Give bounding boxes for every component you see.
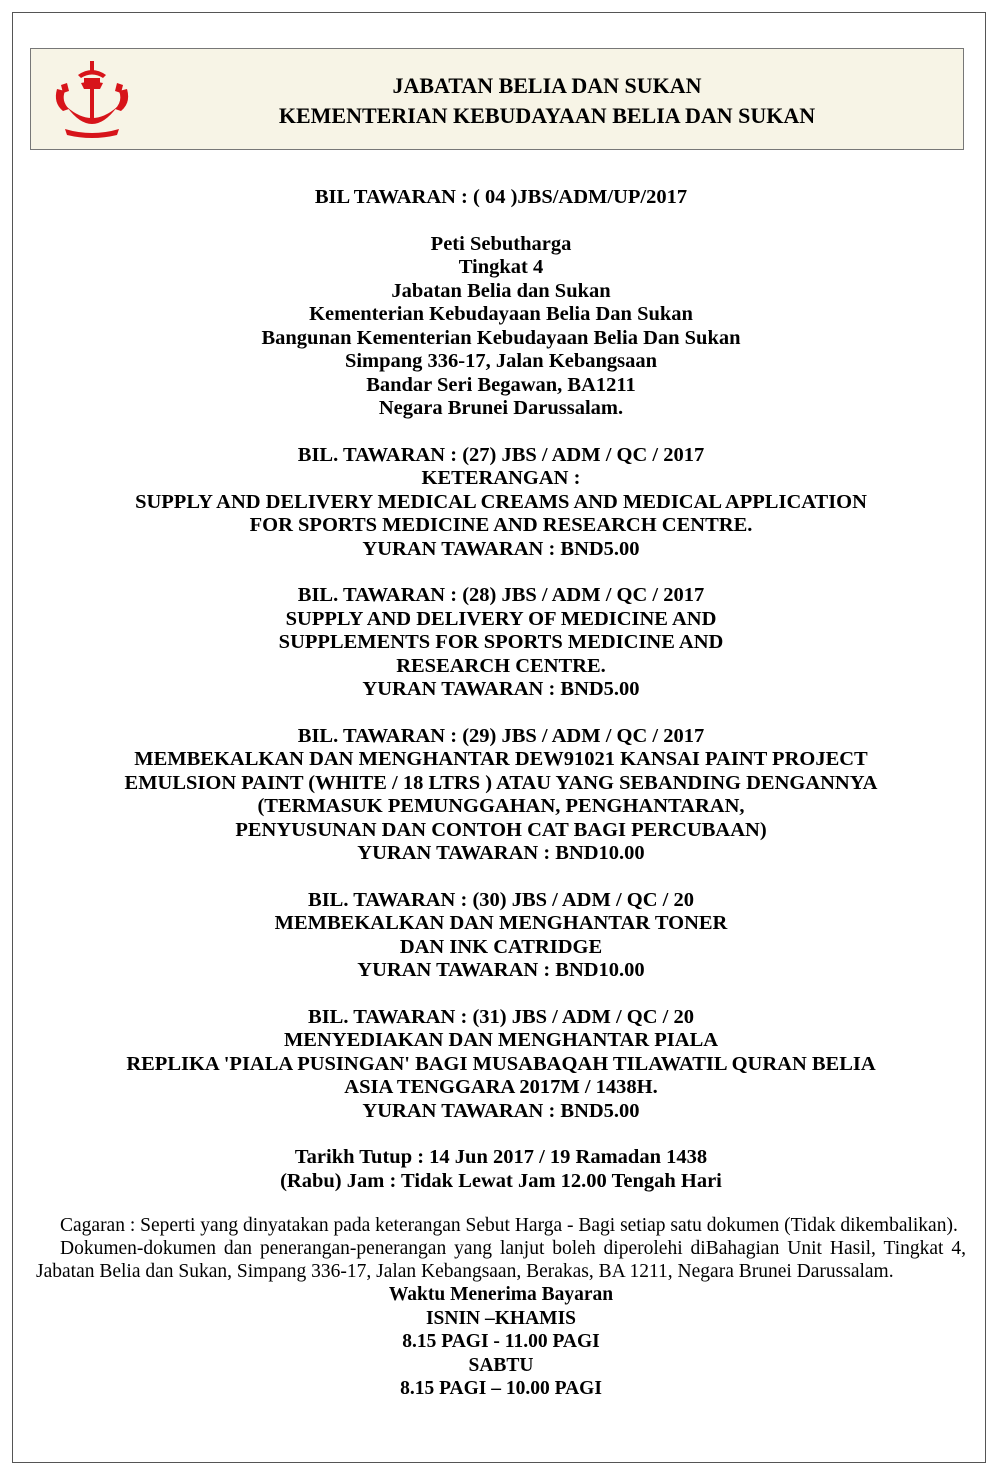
address-line: Simpang 336-17, Jalan Kebangsaan [344, 350, 658, 372]
header-banner [30, 48, 964, 150]
tender-line: REPLIKA 'PIALA PUSINGAN' BAGI MUSABAQAH TILAWATIL QURAN BELIA [126, 1052, 876, 1075]
tender-line: KETERANGAN : [421, 467, 581, 489]
tender-line: BIL. TAWARAN : (31) JBS / ADM / QC / 20 [308, 1005, 694, 1028]
address-line: Kementerian Kebudayaan Belia Dan Sukan [309, 303, 693, 325]
brunei-crest-icon [51, 59, 133, 141]
tender-fee: YURAN TAWARAN : BND5.00 [362, 537, 640, 560]
tender-line: BIL. TAWARAN : (27) JBS / ADM / QC / 2017 [297, 443, 705, 466]
tender-28 [36, 584, 966, 702]
tender-line: ASIA TENGGARA 2017M / 1438H. [344, 1076, 658, 1098]
tender-line: RESEARCH CENTRE. [396, 654, 606, 677]
payment-line: ISNIN –KHAMIS [425, 1307, 577, 1329]
address-line: Jabatan Belia dan Sukan [391, 279, 611, 302]
tender-line: FOR SPORTS MEDICINE AND RESEARCH CENTRE. [249, 514, 753, 536]
tender-line: MEMBEKALKAN DAN MENGHANTAR DEW91021 KANSAI PAINT PROJECT [134, 748, 868, 770]
tender-line: SUPPLY AND DELIVERY MEDICAL CREAMS AND MEDICAL APPLICATION [135, 490, 867, 513]
bil-main: BIL TAWARAN : ( 04 )JBS/ADM/UP/2017 [314, 186, 688, 208]
tender-line: MEMBEKALKAN DAN MENGHANTAR TONER [274, 912, 728, 934]
payment-hours [36, 1283, 966, 1401]
tender-line: SUPPLEMENTS FOR SPORTS MEDICINE AND [278, 631, 724, 653]
tender-30 [36, 889, 966, 983]
address-line: Negara Brunei Darussalam. [378, 397, 624, 419]
tender-fee: YURAN TAWARAN : BND5.00 [362, 678, 640, 700]
address-block [36, 233, 966, 421]
tender-fee: YURAN TAWARAN : BND10.00 [357, 959, 645, 981]
tender-line: DAN INK CATRIDGE [399, 935, 603, 958]
tender-27 [36, 444, 966, 562]
payment-line: 8.15 PAGI – 10.00 PAGI [400, 1378, 602, 1399]
address-line: Bangunan Kementerian Kebudayaan Belia Dan Sukan [261, 326, 741, 349]
tender-fee: YURAN TAWARAN : BND5.00 [362, 1099, 640, 1122]
address-line: Peti Sebutharga [430, 232, 572, 255]
payment-line: SABTU [468, 1354, 534, 1376]
tender-line: PENYUSUNAN DAN CONTOH CAT BAGI PERCUBAAN) [235, 818, 767, 841]
tender-29 [36, 725, 966, 866]
dokumen-paragraph: Dokumen-dokumen dan penerangan-penerangan yang lanjut boleh diperolehi diBahagian Unit Hasil, Tingkat 4, Jabatan Belia dan Sukan, Simpang 336-17, Jalan Kebangsaan, Berakas, BA 1211, Negara Brunei Darussalam. [36, 1238, 966, 1282]
department-title: JABATAN BELIA DAN SUKAN [392, 73, 702, 98]
address-line: Tingkat 4 [458, 256, 544, 278]
tender-line: EMULSION PAINT (WHITE / 18 LTRS ) ATAU YANG SEBANDING DENGANNYA [124, 771, 878, 794]
tender-fee: YURAN TAWARAN : BND10.00 [357, 842, 645, 864]
tender-line: BIL. TAWARAN : (30) JBS / ADM / QC / 20 [308, 888, 694, 911]
cagaran-paragraph: Cagaran : Seperti yang dinyatakan pada keterangan Sebut Harga - Bagi setiap satu dokumen (Tidak dikembalikan). [60, 1215, 958, 1236]
address-line: Bandar Seri Begawan, BA1211 [366, 373, 636, 396]
notice-body [36, 186, 966, 1401]
tender-line: MENYEDIAKAN DAN MENGHANTAR PIALA [283, 1029, 719, 1051]
closing-line: (Rabu) Jam : Tidak Lewat Jam 12.00 Tengah Hari [280, 1169, 722, 1192]
tender-line: BIL. TAWARAN : (29) JBS / ADM / QC / 2017 [297, 724, 705, 747]
tender-line: BIL. TAWARAN : (28) JBS / ADM / QC / 2017 [297, 584, 705, 606]
closing-line: Tarikh Tutup : 14 Jun 2017 / 19 Ramadan 1438 [294, 1146, 708, 1168]
tender-31 [36, 1006, 966, 1124]
tender-line: SUPPLY AND DELIVERY OF MEDICINE AND [285, 607, 717, 630]
closing-date [36, 1146, 966, 1193]
payment-line: 8.15 PAGI - 11.00 PAGI [402, 1331, 600, 1352]
ministry-title: KEMENTERIAN KEBUDAYAAN BELIA DAN SUKAN [278, 103, 816, 128]
payment-title: Waktu Menerima Bayaran [388, 1284, 614, 1305]
tender-line: (TERMASUK PEMUNGGAHAN, PENGHANTARAN, [257, 795, 745, 817]
